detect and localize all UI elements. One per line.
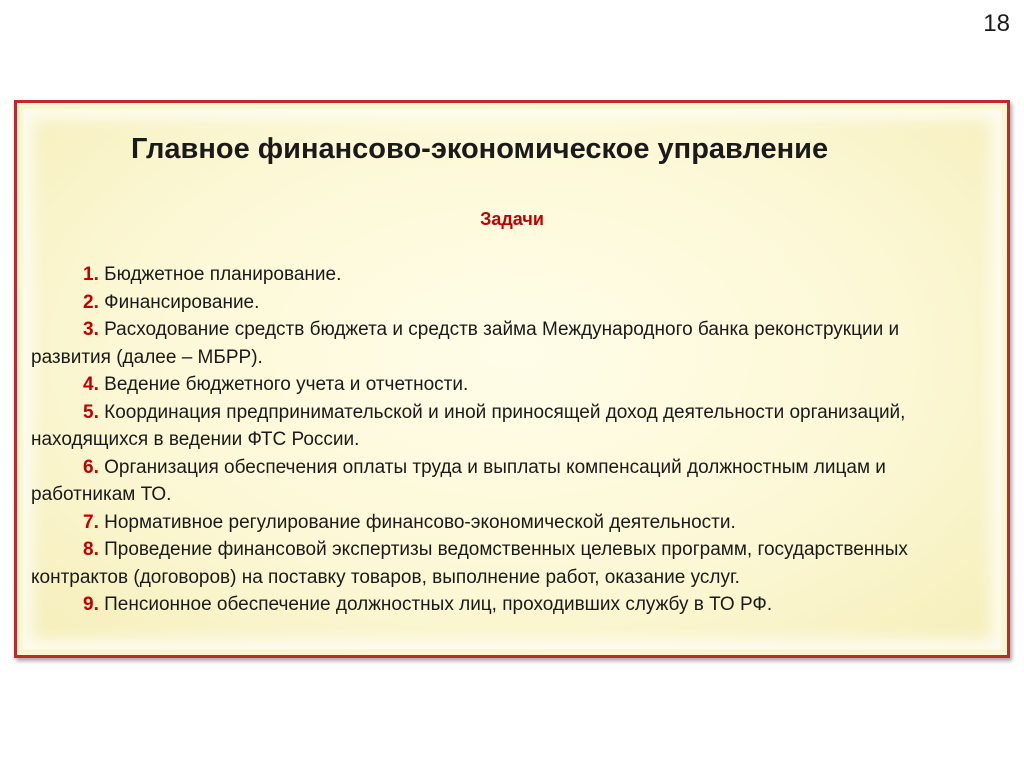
task-item — [31, 399, 941, 454]
task-list — [31, 261, 941, 619]
task-item — [31, 261, 941, 289]
task-number: 9. — [83, 594, 99, 615]
task-number: 6. — [83, 456, 99, 478]
task-number: 2. — [83, 291, 99, 313]
task-text: Проведение финансовой экспертизы ведомственных целевых программ, государственных контрактов (договоров) на поставку товаров, выполнение работ, оказание услуг. — [31, 539, 908, 588]
slide-subtitle: Задачи — [480, 209, 544, 229]
task-item — [31, 316, 941, 371]
task-text: Нормативное регулирование финансово-экономической деятельности. — [104, 511, 736, 533]
task-number: 7. — [83, 511, 99, 533]
task-number: 8. — [83, 539, 99, 560]
task-text: Организация обеспечения оплаты труда и выплаты компенсаций должностным лицам и работникам ТО. — [31, 456, 886, 505]
page-number: 18 — [983, 10, 1010, 37]
content-panel — [23, 109, 1001, 649]
task-number: 4. — [83, 374, 99, 395]
task-item — [31, 289, 941, 317]
task-item — [31, 509, 941, 537]
task-item — [31, 591, 941, 619]
task-item — [31, 371, 941, 399]
task-number: 1. — [83, 264, 99, 285]
task-text: Бюджетное планирование. — [104, 264, 342, 285]
task-item — [31, 454, 941, 509]
task-text: Ведение бюджетного учета и отчетности. — [104, 374, 469, 395]
task-number: 3. — [83, 319, 99, 340]
task-text: Расходование средств бюджета и средств займа Международного банка реконструкции и развития (далее – МБРР). — [31, 319, 900, 368]
task-text: Координация предпринимательской и иной приносящей доход деятельности организаций, находящихся в ведении ФТС России. — [31, 401, 906, 450]
task-number: 5. — [83, 401, 99, 423]
task-item — [31, 536, 941, 591]
task-text: Финансирование. — [104, 291, 260, 313]
content-frame — [14, 100, 1010, 658]
slide-title: Главное финансово-экономическое управление — [131, 133, 829, 165]
task-text: Пенсионное обеспечение должностных лиц, проходивших службу в ТО РФ. — [104, 594, 773, 615]
